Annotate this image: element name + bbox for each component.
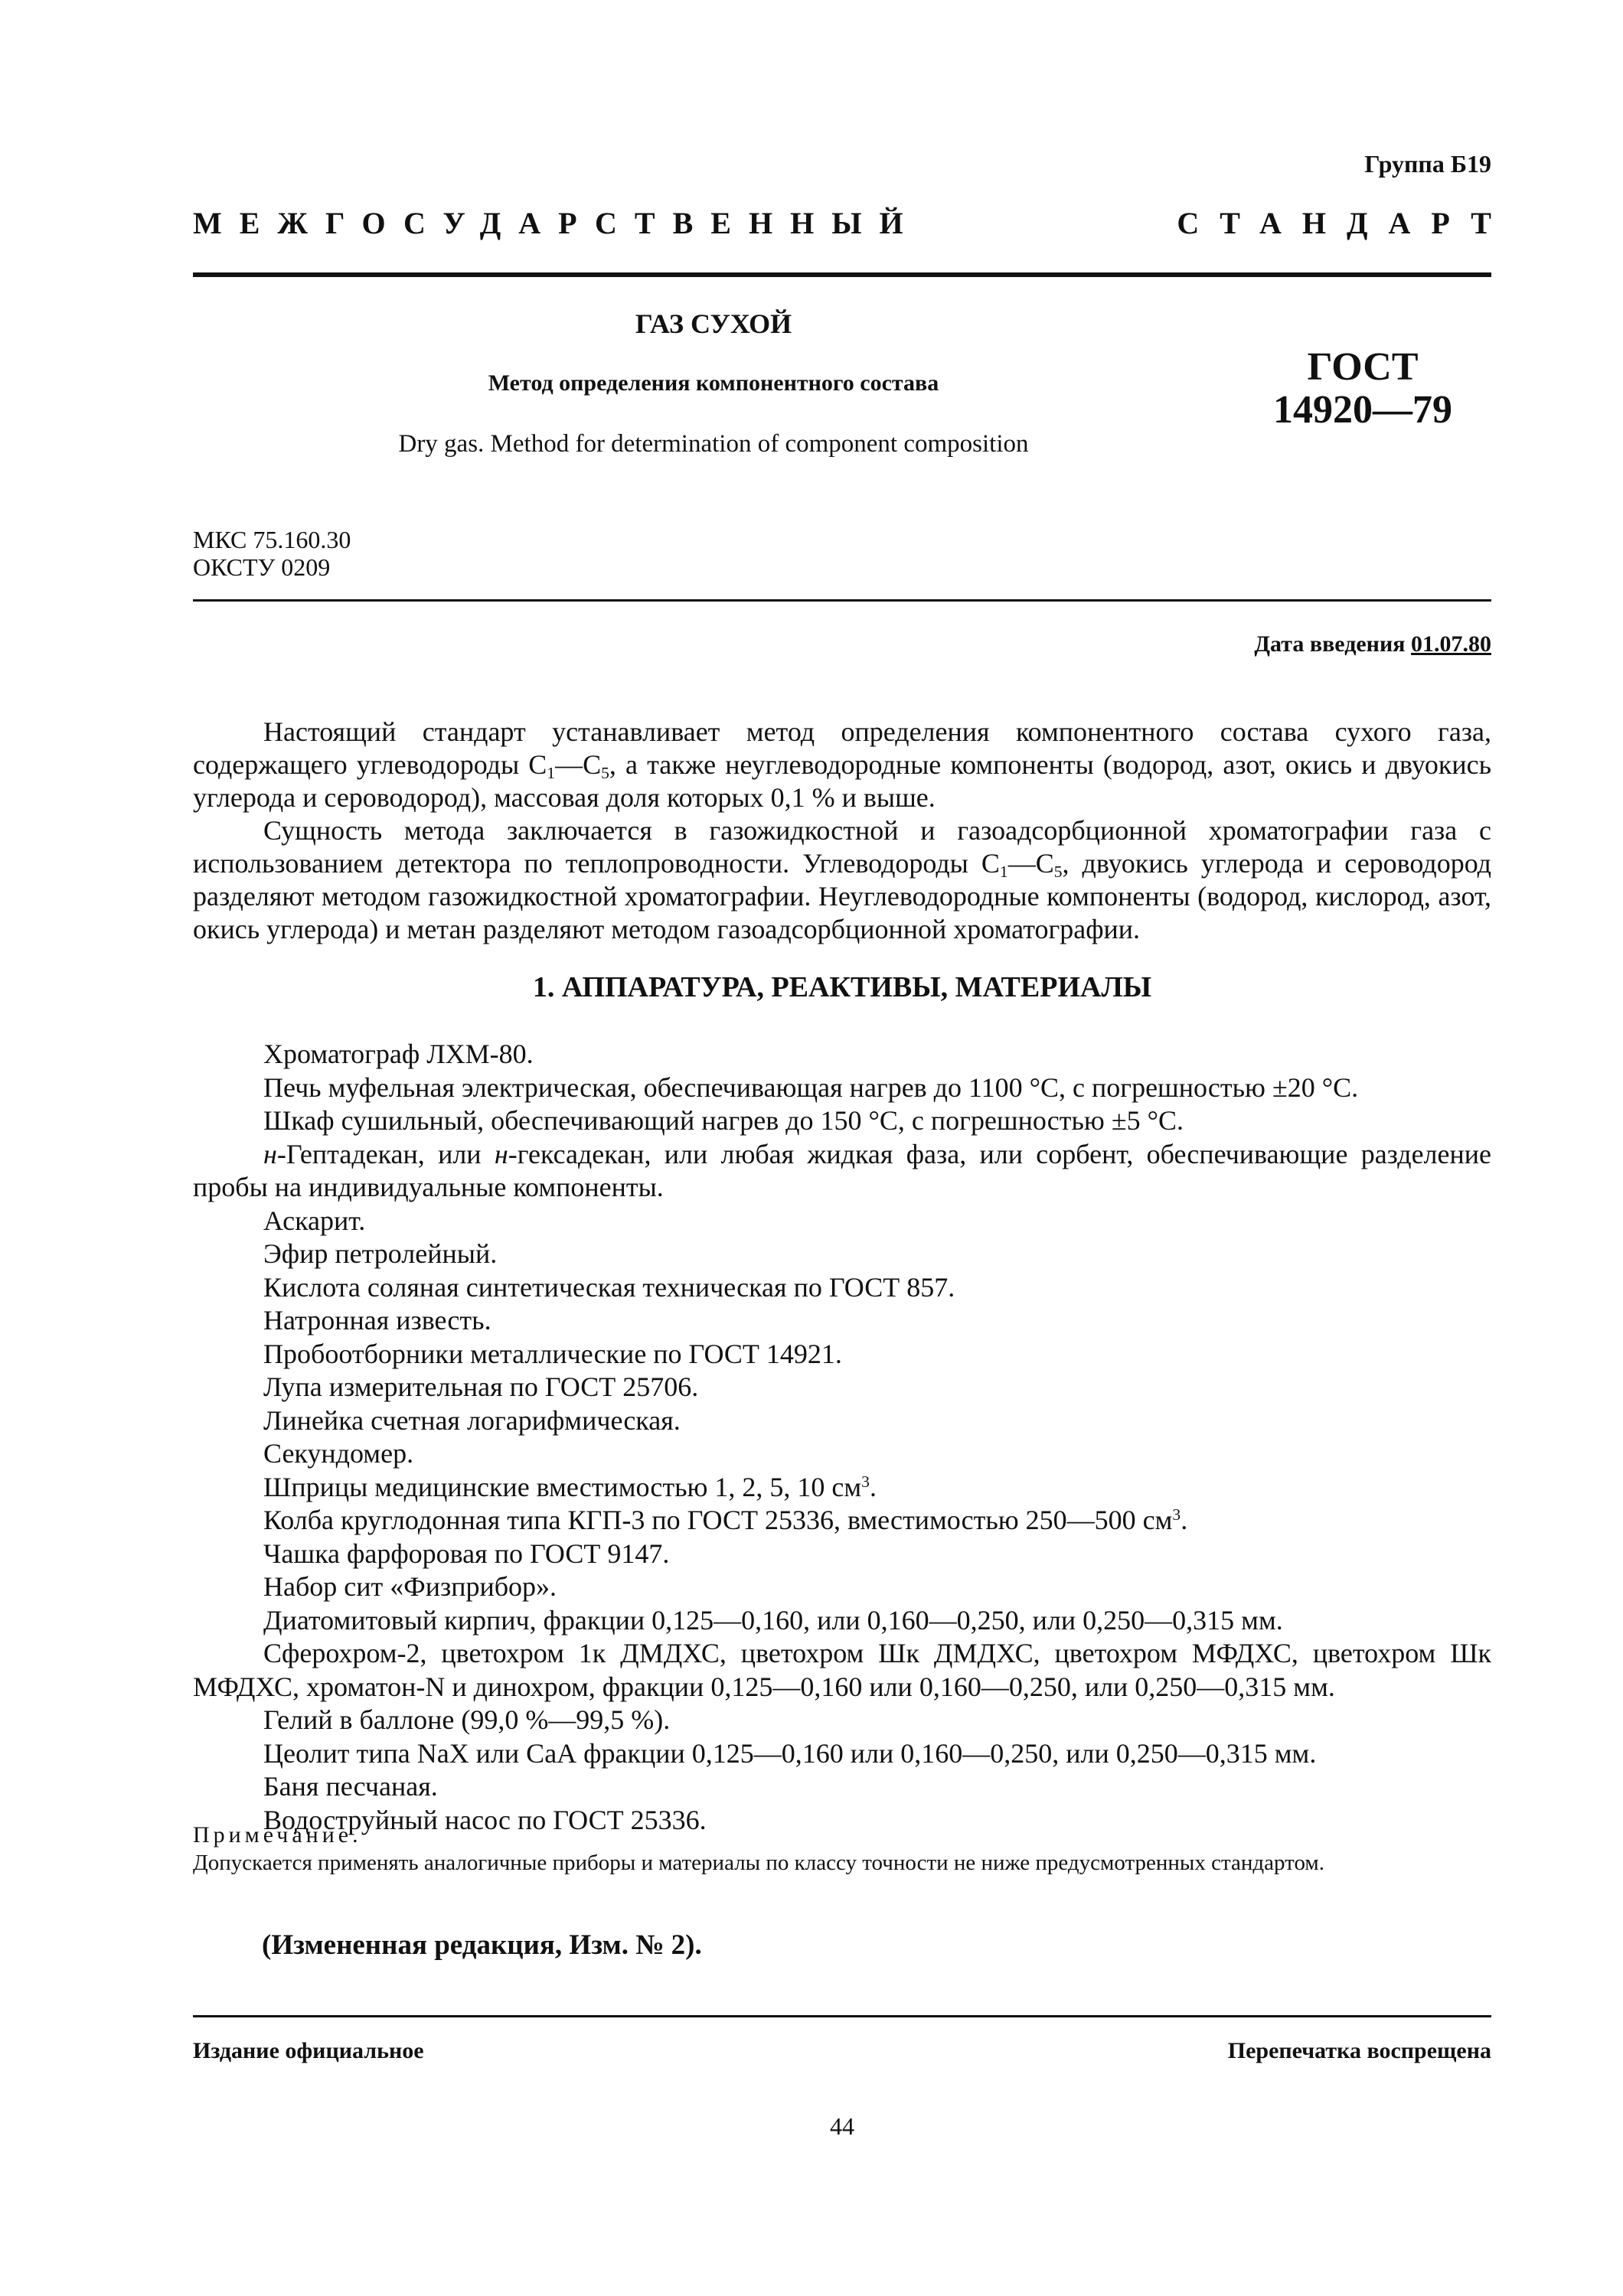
banner-word-standard: СТАНДАРТ — [1177, 206, 1512, 240]
list-item: Цеолит типа NaX или СаА фракции 0,125—0,160 или 0,160—0,250, или 0,250—0,315 мм. — [263, 1737, 1317, 1769]
list-item: Секундомер. — [263, 1438, 414, 1469]
equipment-list — [193, 1038, 1491, 1837]
list-item: Колба круглодонная типа КГП-3 по ГОСТ 25336, вместимостью 250—500 $см^3$. — [263, 1505, 1188, 1535]
official-edition-label: Издание официальное — [193, 2038, 424, 2063]
list-item: н-Гептадекан, или н-гексадекан, или любая жидкая фаза, или сорбент, обеспечивающие разделение пробы на индивидуальные компоненты. — [193, 1138, 1491, 1202]
list-item: Набор сит «Физприбор». — [263, 1571, 557, 1602]
list-item: Хроматограф ЛХМ-80. — [263, 1039, 534, 1069]
effective-date-label: Дата введения — [1254, 631, 1406, 657]
list-item: Шкаф сушильный, обеспечивающий нагрев до 150 °С, с погрешностью ±5 °С. — [263, 1105, 1184, 1136]
list-item: Аскарит. — [263, 1205, 366, 1236]
effective-date-value: 01.07.80 — [1411, 631, 1491, 657]
list-item: Гелий в баллоне (99,0 %—99,5 %). — [263, 1704, 671, 1735]
amendment-note: (Измененная редакция, Изм. № 2). — [262, 1929, 702, 1961]
reprint-prohibited-label: Перепечатка воспрещена — [1227, 2038, 1491, 2063]
top-rule — [193, 272, 1491, 277]
list-item: Эфир петролейный. — [263, 1238, 498, 1269]
list-item: Линейка счетная логарифмическая. — [263, 1404, 681, 1436]
document-page — [193, 0, 1512, 2296]
group-code: Группа Б19 — [1364, 150, 1491, 178]
intro-paragraph-scope: Настоящий стандарт устанавливает метод определения компонентного состава сухого газа, содержащего углеводороды $С_1—С_5$, а также неуглеводородные компоненты (водород, азот, окись и двуокись углерода и сероводород), массовая доля которых 0,1 % и выше. — [193, 716, 1492, 813]
document-title: ГАЗ СУХОЙ — [635, 308, 792, 339]
page-number: 44 — [830, 2112, 854, 2140]
standard-banner — [193, 205, 1512, 243]
note-text: Допускается применять аналогичные приборы и материалы по классу точности не ниже предусмотренных стандартом. — [193, 1851, 1325, 1875]
list-item: Водоструйный насос по ГОСТ 25336. — [263, 1804, 707, 1835]
gost-label: ГОСТ — [1307, 345, 1419, 389]
note-block — [193, 1821, 1491, 1877]
mks-code: МКС 75.160.30 — [193, 526, 351, 553]
intro-paragraph-method: Сущность метода заключается в газожидкостной и газоадсорбционной хроматографии газа с использованием детектора по теплопроводности. Углеводороды $С_1—С_5$, двуокись углерода и сероводород разделяют методом газожидкостной хроматографии. Неуглеводородные компоненты (водород, кислород, азот, окись углерода) и метан разделяют методом газоадсорбционной хроматографии. — [193, 815, 1491, 944]
english-title: Dry gas. Method for determination of component composition — [398, 430, 1029, 458]
gost-number: 14920—79 — [1273, 388, 1452, 432]
list-item: Лупа измерительная по ГОСТ 25706. — [263, 1371, 699, 1402]
section-heading: 1. АППАРАТУРА, РЕАКТИВЫ, МАТЕРИАЛЫ — [532, 971, 1152, 1003]
classification-codes — [193, 526, 351, 581]
introduction — [193, 716, 1491, 946]
bottom-rule — [193, 2015, 1491, 2017]
list-item: Баня песчаная. — [263, 1771, 438, 1802]
list-item: Сферохром-2, цветохром 1к ДМДХС, цветохром Шк ДМДХС, цветохром МФДХС, цветохром Шк МФДХС, хроматон-N и динохром, фракции 0,125—0,160 или 0,160—0,250, или 0,250—0,315 мм. — [193, 1638, 1491, 1702]
list-item: Шприцы медицинские вместимостью 1, 2, 5, 10 $см^3$. — [263, 1471, 877, 1502]
list-item: Диатомитовый кирпич, фракции 0,125—0,160, или 0,160—0,250, или 0,250—0,315 мм. — [263, 1604, 1283, 1636]
middle-rule — [193, 599, 1491, 602]
list-item: Натронная известь. — [263, 1305, 491, 1336]
list-item: Чашка фарфоровая по ГОСТ 9147. — [263, 1538, 670, 1569]
list-item: Пробоотборники металлические по ГОСТ 14921. — [263, 1338, 842, 1369]
note-heading: Примечание. — [193, 1822, 362, 1848]
document-subtitle: Метод определения компонентного состава — [488, 370, 939, 396]
list-item: Печь муфельная электрическая, обеспечивающая нагрев до 1100 °С, с погрешностью ±20 °С. — [263, 1071, 1359, 1103]
banner-word-interstate: МЕЖГОСУДАРСТВЕННЫЙ — [193, 206, 921, 240]
effective-date — [1254, 631, 1491, 657]
list-item: Кислота соляная синтетическая техническая по ГОСТ 857. — [263, 1271, 955, 1303]
okstu-code: ОКСТУ 0209 — [193, 553, 331, 581]
